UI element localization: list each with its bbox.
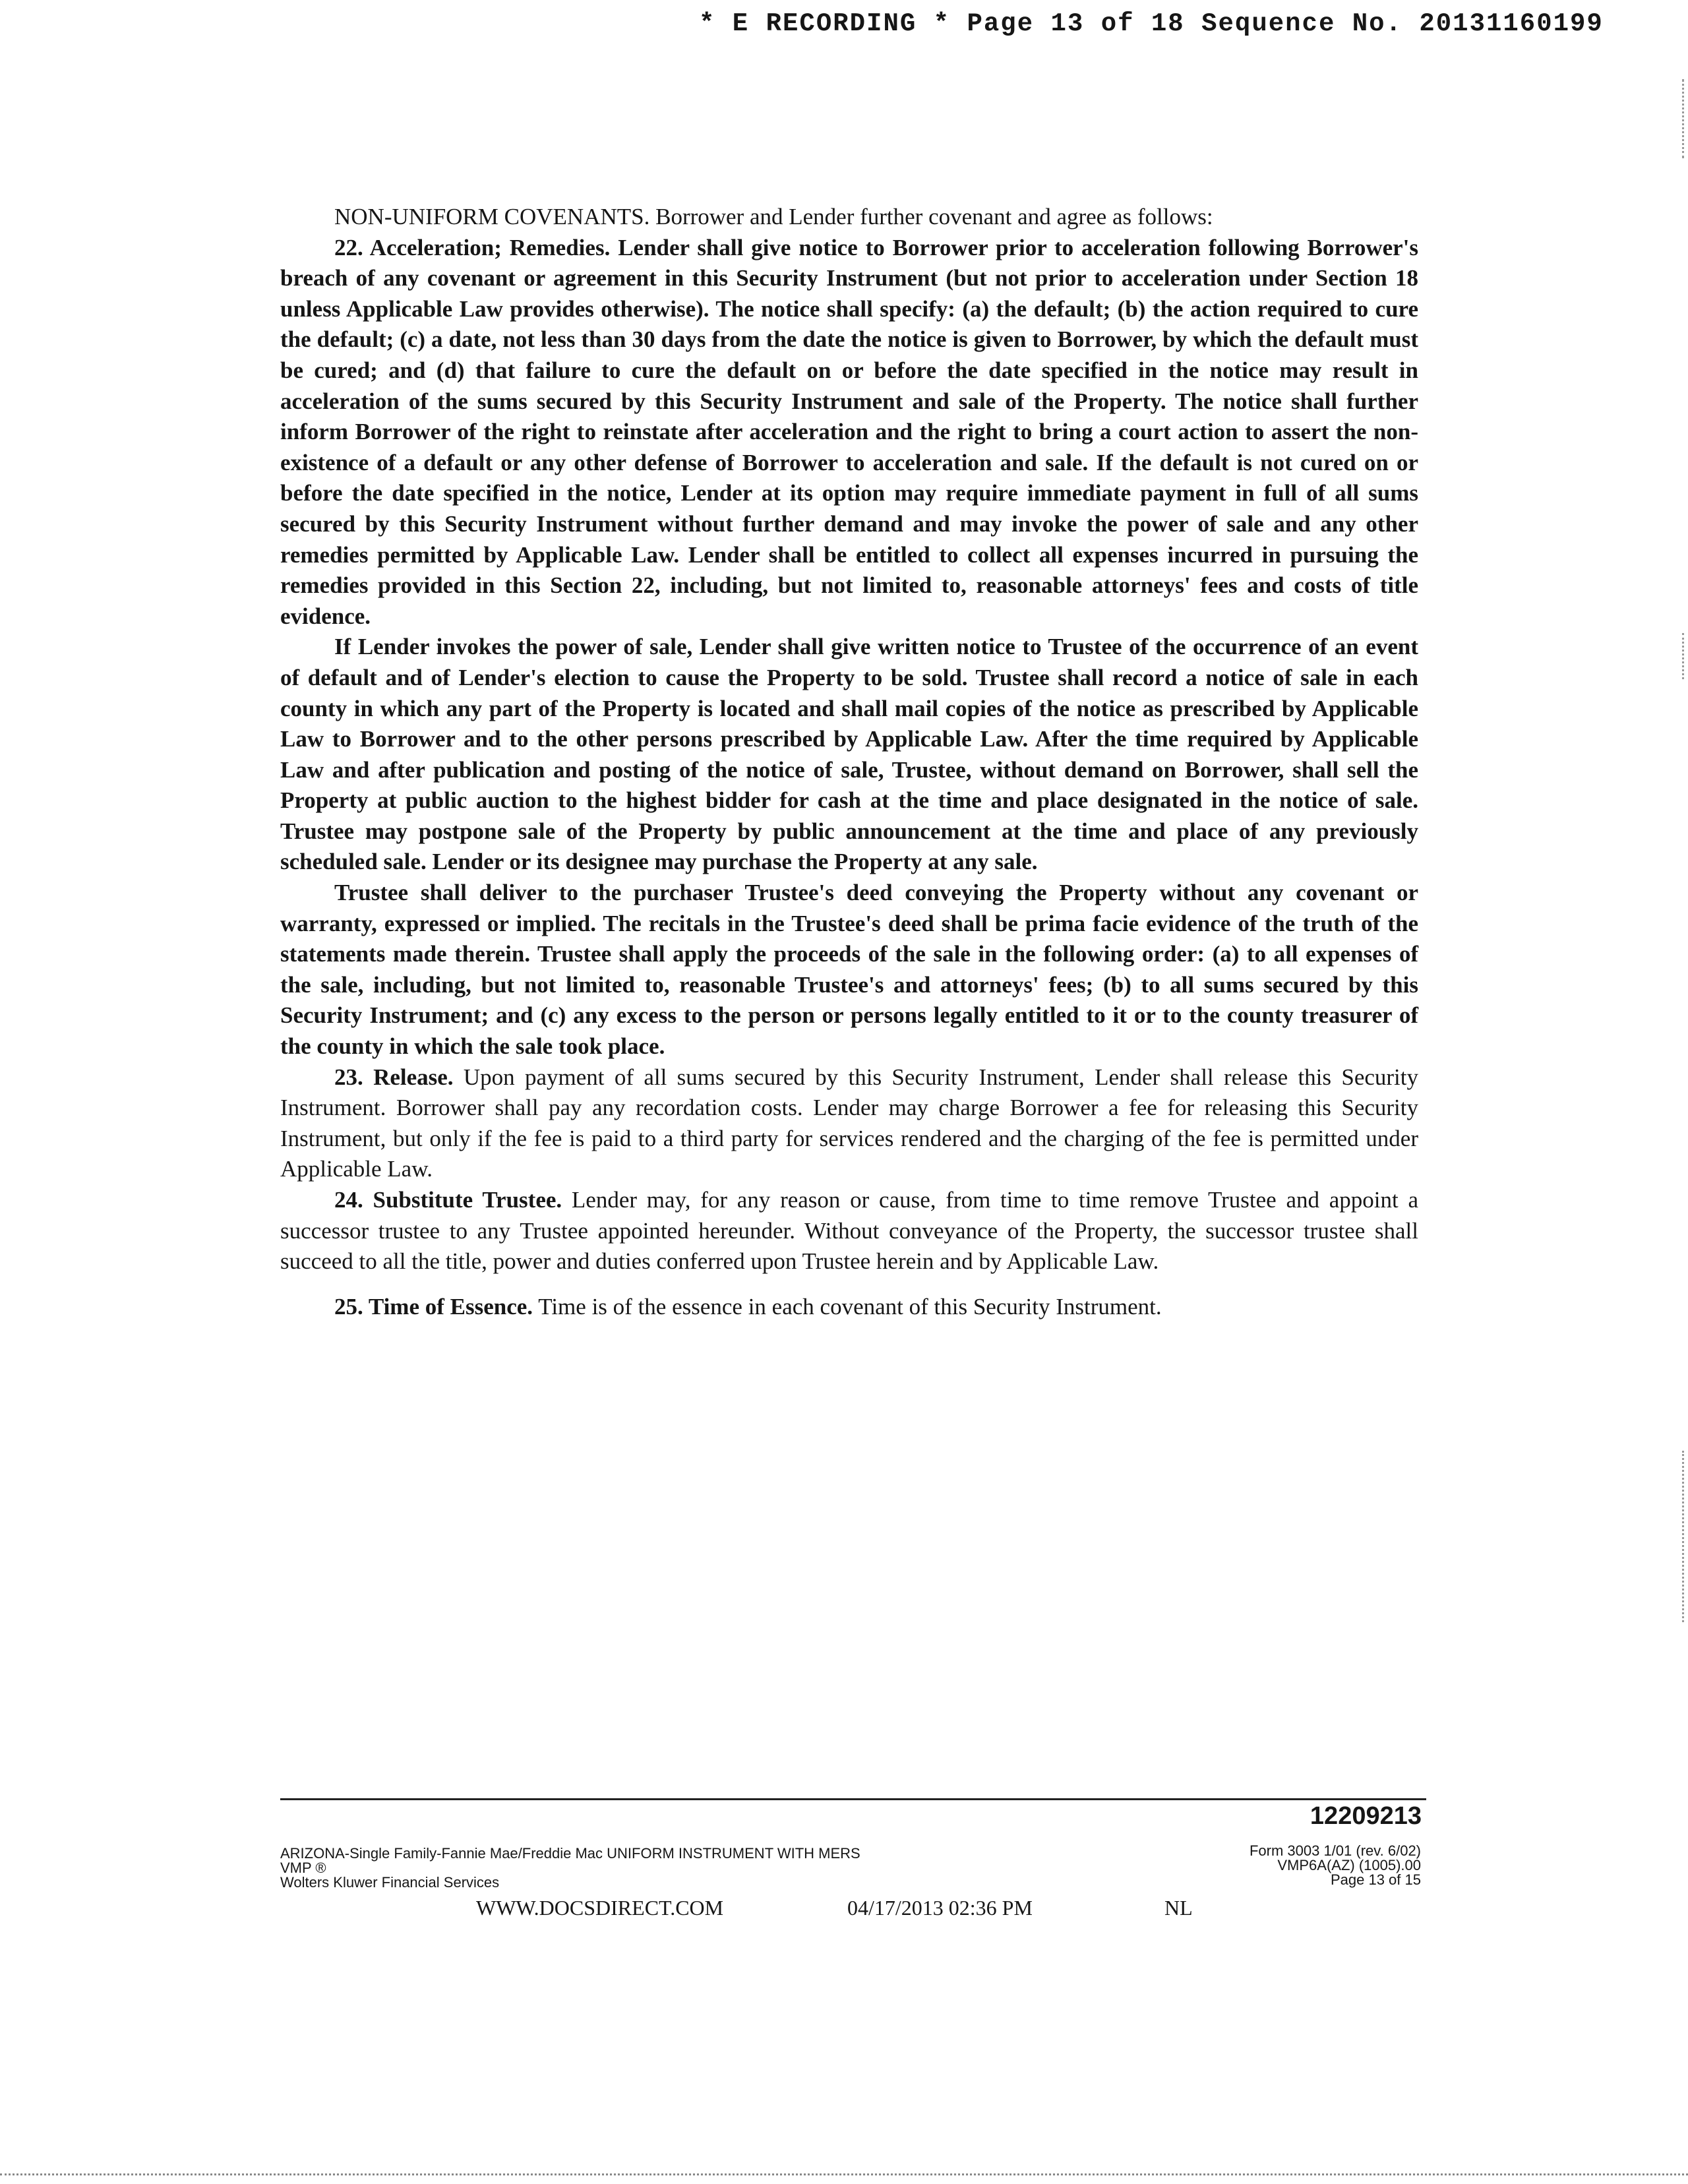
borrower-initials: NL: [1164, 1896, 1193, 1920]
recording-header: * E RECORDING * Page 13 of 18 Sequence No. 20131160199: [699, 9, 1604, 38]
section-22-text: Lender shall give notice to Borrower prior to acceleration following Borrower's breach of any covenant or agreement in this Security Instrument (but not prior to acceleration under Section 18 unless Applicable Law provides otherwise). The notice shall specify: (a) the default; (b) the action required to cure the default; (c) a date, not less than 30 days from the date the notice is given to Borrower, by which the default must be cured; and (d) that failure to cure the default on or before the date specified in the notice may result in acceleration of the sums secured by this Security Instrument and sale of the Property. The notice shall further inform Borrower of the right to reinstate after acceleration and the right to bring a court action to assert the non-existence of a default or any other defense of Borrower to acceleration and sale. If the default is not cured on or before the date specified in the notice, Lender at its option may require immediate payment in full of all sums secured by this Security Instrument without further demand and may invoke the power of sale and any other remedies permitted by Applicable Law. Lender shall be entitled to collect all expenses incurred in pursuing the remedies provided in this Section 22, including, but not limited to, reasonable attorneys' fees and costs of title evidence.: [280, 234, 1419, 629]
section-22: [280, 233, 1418, 632]
section-22-paragraph-2: If Lender invokes the power of sale, Lender shall give written notice to Trustee of the occurrence of an event of default and of Lender's election to cause the Property to be sold. Trustee shall record a notice of sale in each county in which any part of the Property is located and shall mail copies of the notice as prescribed by Applicable Law to Borrower and to the other persons prescribed by Applicable Law. After the time required by Applicable Law and after publication and posting of the notice of sale, Trustee, without demand on Borrower, shall sell the Property at public auction to the highest bidder for cash at the time and place designated in the notice of sale. Trustee may postpone sale of the Property by public announcement at the time and place of any previously scheduled sale. Lender or its designee may purchase the Property at any sale.: [280, 634, 1418, 875]
footer-form-info: [280, 1846, 1006, 1890]
scan-edge-artifact: [1678, 79, 1684, 158]
publisher-name: Wolters Kluwer Financial Services: [280, 1874, 500, 1891]
section-24-heading: 24. Substitute Trustee.: [334, 1187, 562, 1213]
non-uniform-covenants-intro: NON-UNIFORM COVENANTS. Borrower and Lender further covenant and agree as follows:: [334, 204, 1213, 229]
scan-edge-artifact: [1678, 1451, 1684, 1622]
section-23: [280, 1062, 1418, 1185]
print-datetime: 04/17/2013 02:36 PM: [847, 1896, 1033, 1920]
section-25-heading: 25. Time of Essence.: [334, 1293, 533, 1320]
section-22-paragraph-3: Trustee shall deliver to the purchaser Trustee's deed conveying the Property without any covenant or warranty, expressed or implied. The recitals in the Trustee's deed shall be prima facie evidence of the truth of the statements made therein. Trustee shall apply the proceeds of the sale in the following order: (a) to all expenses of the sale, including, but not limited to, reasonable Trustee's and attorneys' fees; (b) to all sums secured by this Security Instrument; and (c) any excess to the person or persons legally entitled to it or to the county treasurer of the county in which the sale took place.: [280, 880, 1418, 1060]
page-number: Page 13 of 15: [1330, 1871, 1421, 1888]
section-23-text: Upon payment of all sums secured by this Security Instrument, Lender shall release this Security Instrument. Borrower shall pay any recordation costs. Lender may charge Borrower a fee for releasing this Security Instrument, but only if the fee is paid to a third party for services rendered and the charging of the fee is permitted under Applicable Law.: [280, 1064, 1418, 1182]
vmp-code: VMP6A(AZ) (1005).00: [1277, 1857, 1421, 1873]
section-22-heading: 22. Acceleration; Remedies.: [334, 234, 611, 260]
footer-divider: [280, 1798, 1426, 1800]
form-number: Form 3003 1/01 (rev. 6/02): [1249, 1842, 1421, 1859]
vmp-mark: VMP ®: [280, 1860, 326, 1876]
document-number: 12209213: [1310, 1802, 1422, 1830]
document-body: [280, 202, 1418, 1322]
section-23-heading: 23. Release.: [334, 1064, 454, 1090]
form-title: ARIZONA-Single Family-Fannie Mae/Freddie Mac UNIFORM INSTRUMENT WITH MERS: [280, 1845, 860, 1862]
scan-bottom-artifact: [0, 2173, 1688, 2179]
section-24: [280, 1185, 1418, 1277]
section-24-text: Lender may, for any reason or cause, from time to time remove Trustee and appoint a successor trustee to any Trustee appointed hereunder. Without conveyance of the Property, the successor trustee shall succeed to all the title, power and duties conferred upon Trustee herein and by Applicable Law.: [280, 1187, 1418, 1275]
scan-edge-artifact: [1678, 633, 1684, 679]
footer-form-codes: [1091, 1844, 1421, 1887]
section-25: [280, 1292, 1418, 1323]
website-url: WWW.DOCSDIRECT.COM: [476, 1896, 724, 1920]
section-25-text: Time is of the essence in each covenant of this Security Instrument.: [538, 1293, 1162, 1320]
